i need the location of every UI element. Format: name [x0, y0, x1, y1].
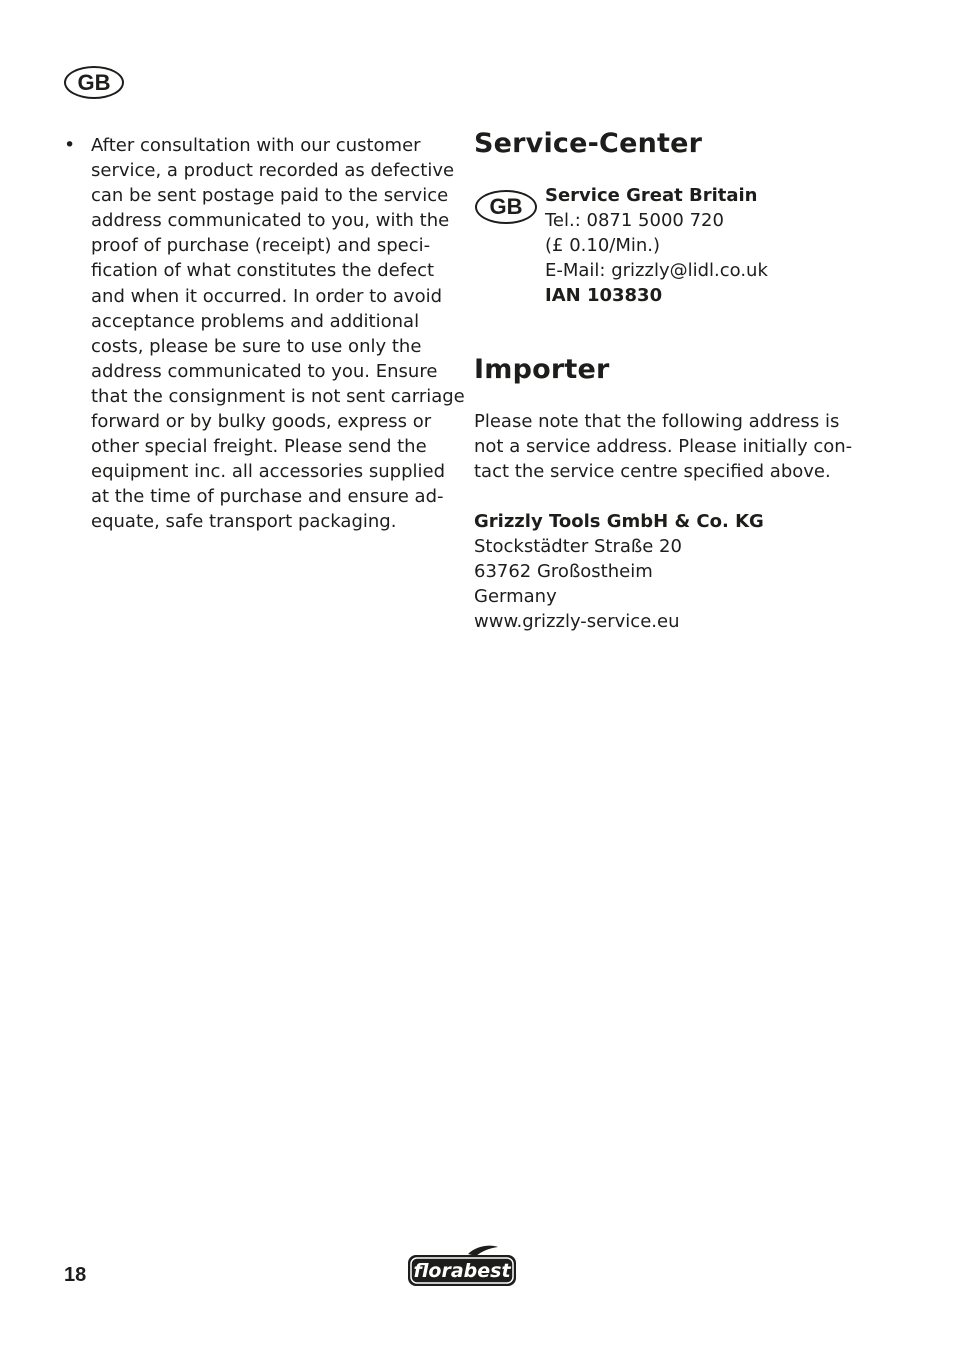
company-name: Grizzly Tools GmbH & Co. KG — [474, 511, 764, 532]
text-line: that the consignment is not sent carriage — [91, 385, 465, 407]
text-line: address communicated to you. Ensure — [91, 360, 438, 382]
list-item — [64, 133, 465, 535]
text-line: acceptance problems and additional — [91, 310, 420, 332]
text-line: and when it occurred. In order to avoid — [91, 285, 443, 307]
text-line: tact the service centre specified above. — [474, 461, 831, 483]
address-country: Germany — [474, 586, 557, 608]
service-rate: (£ 0.10/Min.) — [545, 235, 661, 257]
logo-text: florabest — [413, 1260, 511, 1282]
text-line: Please note that the following address is — [474, 411, 840, 432]
website: www.grizzly-service.eu — [474, 611, 680, 633]
text-line: equipment inc. all accessories supplied — [91, 461, 446, 483]
service-email: E-Mail: grizzly@lidl.co.uk — [545, 260, 768, 282]
importer-heading: Importer — [474, 354, 610, 385]
service-phone: Tel.: 0871 5000 720 — [545, 210, 724, 232]
text-line: After consultation with our customer — [91, 135, 421, 156]
service-name: Service Great Britain — [545, 185, 758, 206]
text-line: can be sent postage paid to the service — [91, 185, 449, 207]
language-badge: GB — [64, 66, 124, 99]
service-center-heading: Service-Center — [474, 128, 703, 159]
text-line: equate, safe transport packaging. — [91, 511, 397, 533]
bullet-text — [91, 133, 465, 535]
text-line: at the time of purchase and ensure ad- — [91, 486, 444, 508]
leaf-icon — [468, 1246, 498, 1256]
bullet-icon: • — [64, 134, 76, 156]
text-line: service, a product recorded as defective — [91, 160, 455, 182]
page-number: 18 — [64, 1264, 87, 1286]
left-column — [64, 133, 465, 535]
text-line: address communicated to you, with the — [91, 210, 450, 232]
text-line: forward or by bulky goods, express or — [91, 411, 432, 433]
importer-note — [474, 409, 852, 484]
florabest-logo — [406, 1244, 518, 1288]
text-line: not a service address. Please initially con- — [474, 436, 853, 458]
address-city: 63762 Großostheim — [474, 561, 653, 583]
service-country-badge: GB — [475, 190, 537, 224]
text-line: costs, please be sure to use only the — [91, 335, 422, 357]
service-details — [545, 183, 768, 308]
service-ian: IAN 103830 — [545, 285, 663, 307]
text-line: other special freight. Please send the — [91, 436, 427, 458]
address-street: Stockstädter Straße 20 — [474, 536, 682, 558]
text-line: fication of what constitutes the defect — [91, 260, 435, 282]
text-line: proof of purchase (receipt) and speci- — [91, 235, 431, 257]
importer-address — [474, 509, 764, 634]
